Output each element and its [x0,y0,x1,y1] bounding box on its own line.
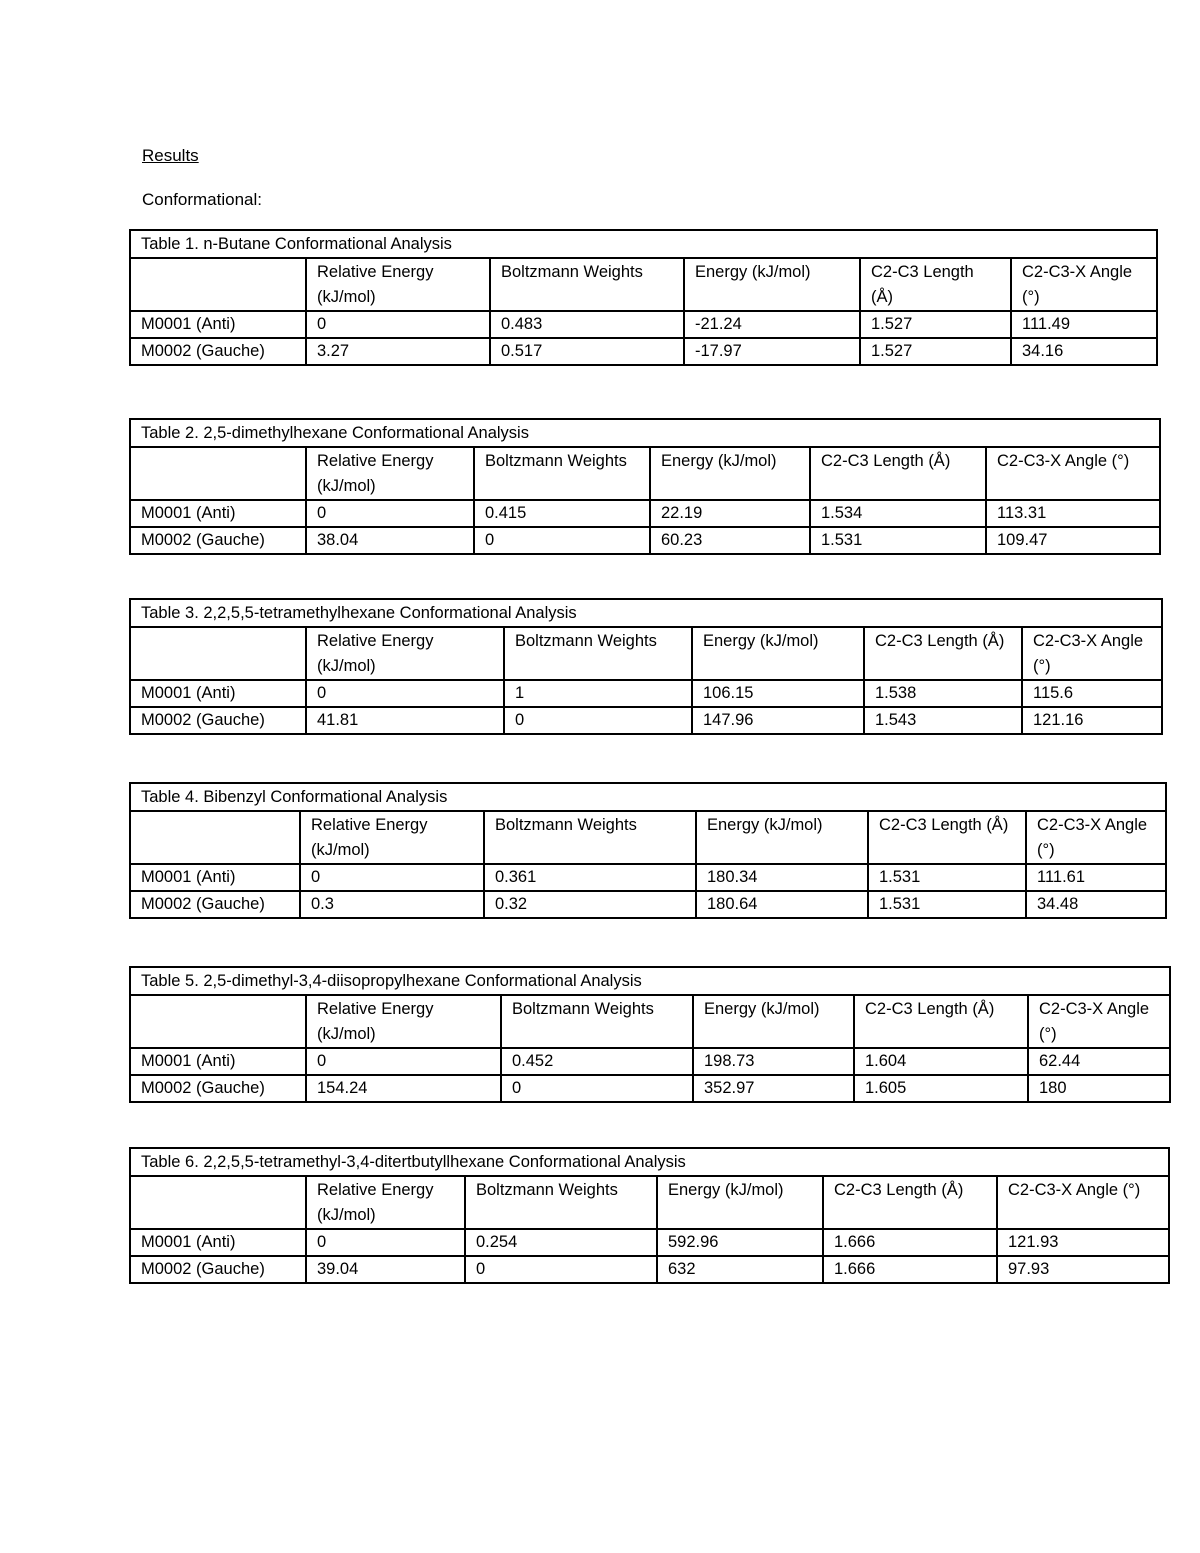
table-caption-row [130,783,1166,811]
header-cell: C2-C3-X Angle (°) [1028,995,1170,1048]
table-cell: 180 [1028,1075,1170,1102]
table-row [130,500,1160,527]
table-cell: 0 [306,680,504,707]
table-cell: 1.531 [868,891,1026,918]
table-cell: 0 [465,1256,657,1283]
table-2 [129,418,1161,555]
row-label-cell: M0001 (Anti) [130,1229,306,1256]
header-cell: C2-C3 Length (Å) [868,811,1026,864]
section-heading: Conformational: [142,190,263,209]
table-header-row [130,811,1166,864]
header-cell: Energy (kJ/mol) [696,811,868,864]
header-cell: C2-C3-X Angle (°) [1022,627,1162,680]
table-cell: 109.47 [986,527,1160,554]
table-cell: 0.483 [490,311,684,338]
header-cell: C2-C3 Length (Å) [864,627,1022,680]
table-cell: 97.93 [997,1256,1169,1283]
table-caption: Table 3. 2,2,5,5-tetramethylhexane Conformational Analysis [130,599,1162,627]
row-label-cell: M0001 (Anti) [130,1048,306,1075]
table-cell: 1.538 [864,680,1022,707]
table-cell: 352.97 [693,1075,854,1102]
results-heading: Results [142,146,199,165]
table-cell: 113.31 [986,500,1160,527]
table-cell: 0 [501,1075,693,1102]
header-cell-empty [130,627,306,680]
table-cell: 0 [474,527,650,554]
table-cell: 180.34 [696,864,868,891]
table-header-row [130,447,1160,500]
header-cell: C2-C3 Length (Å) [823,1176,997,1229]
header-cell: Boltzmann Weights [484,811,696,864]
table-cell: 632 [657,1256,823,1283]
header-cell: C2-C3 Length (Å) [860,258,1011,311]
header-cell: Relative Energy (kJ/mol) [306,995,501,1048]
table-cell: 22.19 [650,500,810,527]
header-cell: Boltzmann Weights [465,1176,657,1229]
table-cell: 1.527 [860,311,1011,338]
table-cell: 60.23 [650,527,810,554]
table-4 [129,782,1167,919]
table-cell: 1 [504,680,692,707]
header-cell-empty [130,995,306,1048]
header-cell: C2-C3-X Angle (°) [986,447,1160,500]
table-row [130,311,1157,338]
row-label-cell: M0002 (Gauche) [130,707,306,734]
table-cell: 1.666 [823,1256,997,1283]
table-cell: 1.666 [823,1229,997,1256]
header-cell: Relative Energy (kJ/mol) [306,258,490,311]
table-row [130,527,1160,554]
table-cell: 0.517 [490,338,684,365]
row-label-cell: M0002 (Gauche) [130,527,306,554]
table-caption: Table 6. 2,2,5,5-tetramethyl-3,4-ditertbutyllhexane Conformational Analysis [130,1148,1169,1176]
table-cell: 34.48 [1026,891,1166,918]
header-cell: C2-C3-X Angle (°) [997,1176,1169,1229]
table-cell: 1.534 [810,500,986,527]
table-cell: 154.24 [306,1075,501,1102]
header-cell: Relative Energy (kJ/mol) [300,811,484,864]
table-cell: 0 [306,1229,465,1256]
table-header-row [130,627,1162,680]
table-caption-row [130,599,1162,627]
row-label-cell: M0001 (Anti) [130,680,306,707]
header-cell: Boltzmann Weights [504,627,692,680]
table-cell: 41.81 [306,707,504,734]
table-cell: 115.6 [1022,680,1162,707]
row-label-cell: M0001 (Anti) [130,500,306,527]
table-cell: 180.64 [696,891,868,918]
table-5 [129,966,1171,1103]
header-cell: Relative Energy (kJ/mol) [306,627,504,680]
table-cell: 0.361 [484,864,696,891]
table-caption: Table 4. Bibenzyl Conformational Analysis [130,783,1166,811]
header-cell: C2-C3 Length (Å) [810,447,986,500]
table-cell: 0 [306,311,490,338]
table-cell: 1.604 [854,1048,1028,1075]
table-cell: 1.543 [864,707,1022,734]
table-cell: 121.93 [997,1229,1169,1256]
table-cell: 0.254 [465,1229,657,1256]
table-caption-row [130,1148,1169,1176]
row-label-cell: M0001 (Anti) [130,311,306,338]
table-cell: 62.44 [1028,1048,1170,1075]
table-cell: 3.27 [306,338,490,365]
table-caption: Table 1. n-Butane Conformational Analysis [130,230,1157,258]
header-cell: Energy (kJ/mol) [684,258,860,311]
table-caption-row [130,419,1160,447]
table-cell: 1.531 [810,527,986,554]
table-cell: 34.16 [1011,338,1157,365]
table-cell: 0 [306,500,474,527]
table-cell: 0.32 [484,891,696,918]
table-header-row [130,1176,1169,1229]
header-cell: Relative Energy (kJ/mol) [306,1176,465,1229]
table-cell: 0 [300,864,484,891]
table-row [130,1048,1170,1075]
table-cell: 0 [504,707,692,734]
table-cell: 111.61 [1026,864,1166,891]
table-6 [129,1147,1170,1284]
header-cell: Boltzmann Weights [490,258,684,311]
table-cell: -17.97 [684,338,860,365]
table-cell: 111.49 [1011,311,1157,338]
row-label-cell: M0001 (Anti) [130,864,300,891]
table-caption-row [130,967,1170,995]
header-cell-empty [130,811,300,864]
table-caption: Table 5. 2,5-dimethyl-3,4-diisopropylhexane Conformational Analysis [130,967,1170,995]
table-header-row [130,258,1157,311]
table-cell: 147.96 [692,707,864,734]
table-caption: Table 2. 2,5-dimethylhexane Conformational Analysis [130,419,1160,447]
header-cell: C2-C3-X Angle (°) [1011,258,1157,311]
header-cell: Energy (kJ/mol) [657,1176,823,1229]
table-header-row [130,995,1170,1048]
table-1 [129,229,1158,366]
table-row [130,707,1162,734]
table-caption-row [130,230,1157,258]
table-cell: 1.531 [868,864,1026,891]
table-cell: 106.15 [692,680,864,707]
header-cell-empty [130,447,306,500]
table-row [130,1229,1169,1256]
row-label-cell: M0002 (Gauche) [130,891,300,918]
table-row [130,1256,1169,1283]
header-cell: Relative Energy (kJ/mol) [306,447,474,500]
header-cell-empty [130,1176,306,1229]
header-cell: Boltzmann Weights [501,995,693,1048]
table-row [130,864,1166,891]
header-cell-empty [130,258,306,311]
header-cell: C2-C3-X Angle (°) [1026,811,1166,864]
header-cell: Energy (kJ/mol) [693,995,854,1048]
table-cell: 38.04 [306,527,474,554]
header-cell: Energy (kJ/mol) [650,447,810,500]
row-label-cell: M0002 (Gauche) [130,338,306,365]
table-cell: 1.605 [854,1075,1028,1102]
table-row [130,1075,1170,1102]
table-cell: 0 [306,1048,501,1075]
table-row [130,680,1162,707]
table-cell: 0.3 [300,891,484,918]
table-cell: 592.96 [657,1229,823,1256]
table-cell: 1.527 [860,338,1011,365]
header-cell: Boltzmann Weights [474,447,650,500]
table-row [130,891,1166,918]
table-cell: 0.452 [501,1048,693,1075]
row-label-cell: M0002 (Gauche) [130,1256,306,1283]
table-cell: 39.04 [306,1256,465,1283]
table-row [130,338,1157,365]
header-cell: C2-C3 Length (Å) [854,995,1028,1048]
row-label-cell: M0002 (Gauche) [130,1075,306,1102]
header-cell: Energy (kJ/mol) [692,627,864,680]
table-cell: 121.16 [1022,707,1162,734]
table-cell: 0.415 [474,500,650,527]
table-cell: -21.24 [684,311,860,338]
table-cell: 198.73 [693,1048,854,1075]
table-3 [129,598,1163,735]
